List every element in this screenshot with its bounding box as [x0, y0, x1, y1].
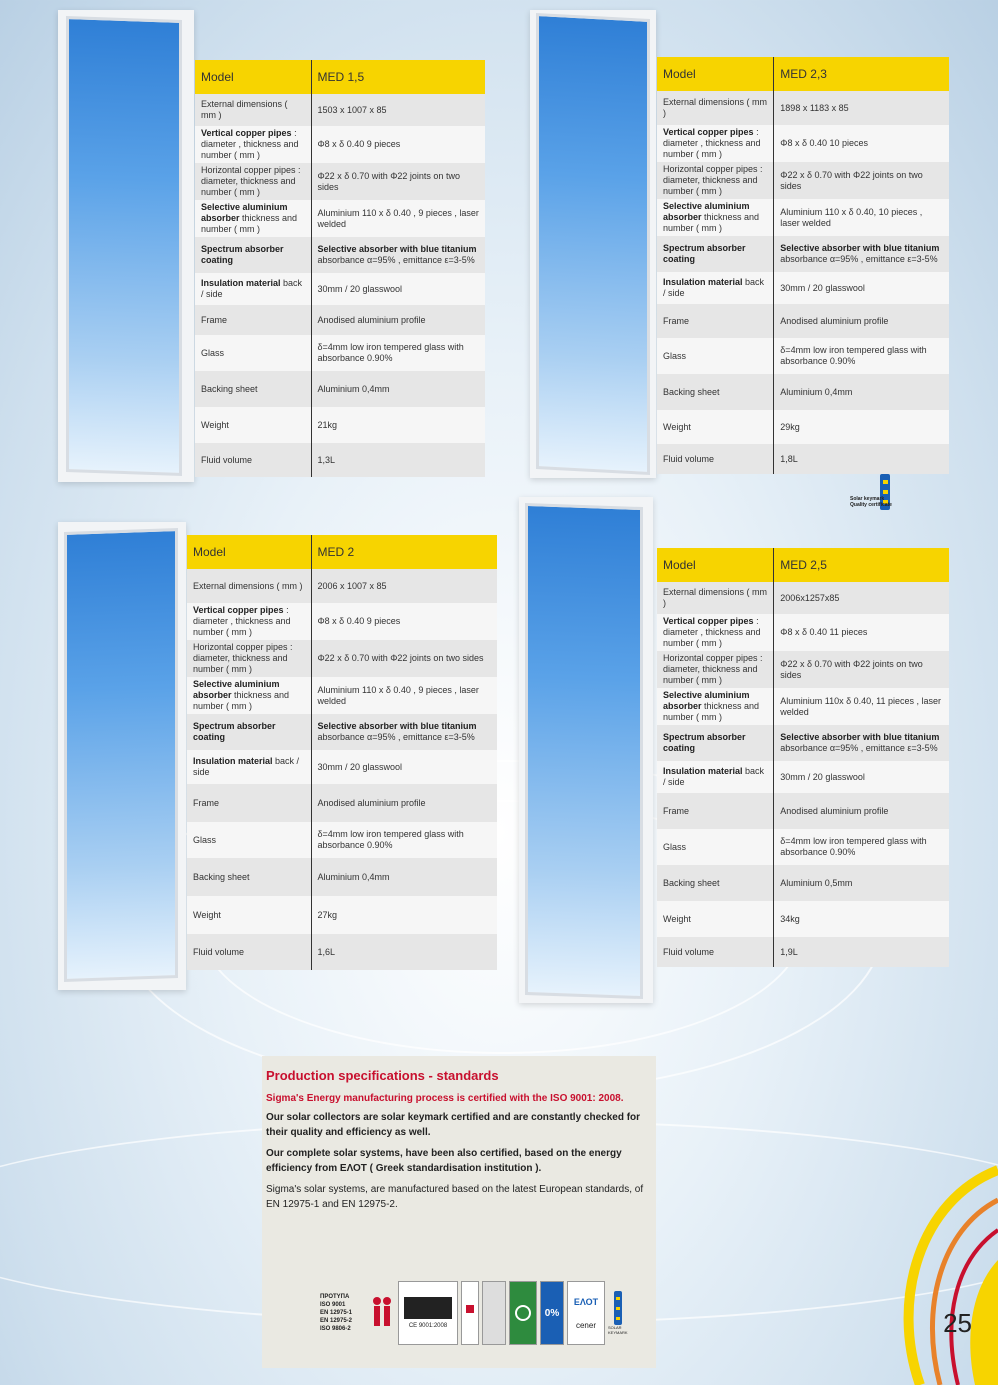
spec-value-bold: Selective absorber with blue titanium: [317, 721, 477, 731]
spec-table-med-2-3: [657, 57, 949, 474]
spec-label-bold: Spectrum absorber coating: [663, 243, 746, 264]
model-name: MED 1,5: [311, 60, 485, 94]
spec-label-bold: Insulation material: [201, 278, 281, 288]
spec-row: [187, 822, 497, 858]
spec-value-text: absorbance α=95% , emittance ε=3-5%: [780, 254, 938, 264]
spec-value-text: 29kg: [780, 421, 800, 432]
spec-label-bold: Vertical copper pipes: [193, 605, 284, 615]
spec-value-text: Aluminium 110 x δ 0.40, 10 pieces , laser welded: [780, 206, 923, 228]
spec-row: [195, 273, 485, 305]
spec-label-text: Frame: [193, 797, 220, 808]
spec-label-bold: Insulation material: [663, 277, 743, 287]
spec-value-text: 21kg: [317, 419, 338, 430]
spec-value: [774, 236, 949, 272]
spec-value-text: 2006x1257x85: [780, 592, 840, 603]
spec-label-text: Weight: [663, 913, 691, 924]
spec-label: [657, 125, 774, 162]
spec-label: [657, 582, 774, 614]
keymark-line2: Quality certificate: [850, 502, 892, 508]
spec-value: [774, 725, 949, 761]
spec-row: [187, 934, 497, 970]
spec-value-text: 27kg: [317, 909, 338, 920]
spec-label: [657, 91, 774, 125]
spec-value: [774, 651, 949, 688]
spec-label-text: Glass: [663, 350, 687, 361]
spec-value-text: Φ22 x δ 0.70 with Φ22 joints on two sides: [317, 653, 484, 663]
spec-value: [774, 338, 949, 374]
spec-row: [195, 94, 485, 126]
spec-value-text: 34kg: [780, 913, 800, 924]
spec-label: [187, 750, 311, 784]
spec-label-text: Glass: [201, 347, 225, 358]
spec-value-text: Aluminium 0,4mm: [780, 386, 853, 397]
spec-value: [774, 829, 949, 865]
spec-label-text: Fluid volume: [193, 946, 245, 957]
spec-label-bold: Insulation material: [193, 756, 273, 766]
collector-photo-med-1-5: [58, 10, 194, 482]
spec-label-text: : diameter , thickness and number ( mm ): [193, 605, 291, 637]
spec-row: [657, 374, 949, 410]
model-label: Model: [657, 57, 774, 91]
spec-row: [657, 444, 949, 474]
decorative-arcs: [880, 1160, 998, 1385]
spec-label: [657, 793, 774, 829]
spec-value: [311, 305, 485, 335]
spec-table-med-2-5: [657, 548, 949, 967]
model-name: MED 2,3: [774, 57, 949, 91]
spec-label-bold: Selective aluminium absorber: [201, 202, 288, 223]
standards-line: ΠΡΟΤΥΠΑ: [320, 1294, 350, 1300]
spec-value: [774, 614, 949, 651]
spec-label-text: Fluid volume: [663, 946, 715, 957]
spec-row: [657, 865, 949, 901]
spec-value-text: 1898 x 1183 x 85: [780, 102, 849, 113]
spec-value: [311, 407, 485, 443]
model-name: MED 2: [311, 535, 497, 569]
spec-value-text: δ=4mm low iron tempered glass with absorbance 0.90%: [317, 829, 464, 850]
spec-label-text: External dimensions ( mm ): [663, 587, 768, 608]
spec-row: [195, 443, 485, 477]
spec-label-text: Horizontal copper pipes : diameter, thickness and number ( mm ): [663, 164, 763, 196]
spec-value: [774, 125, 949, 162]
spec-label-text: thickness and number ( mm ): [663, 212, 760, 233]
spec-label: [657, 162, 774, 199]
model-label: Model: [187, 535, 311, 569]
spec-value: [311, 714, 497, 750]
spec-row: [657, 199, 949, 236]
standards-list-logo: [318, 1280, 366, 1346]
spec-label-text: Backing sheet: [663, 386, 720, 397]
people-icon: [369, 1282, 395, 1344]
keymark-line1: Solar keymark: [850, 496, 885, 502]
spec-value-text: Anodised aluminium profile: [317, 314, 426, 325]
spec-label-text: : diameter , thickness and number ( mm ): [663, 616, 761, 648]
spec-value-text: absorbance α=95% , emittance ε=3-5%: [780, 743, 938, 753]
spec-row: [657, 901, 949, 937]
spec-label: [195, 200, 311, 237]
spec-row: [195, 126, 485, 163]
spec-label: [187, 640, 311, 677]
spec-row: [187, 896, 497, 934]
keymark-icon: [613, 1291, 623, 1325]
spec-label: [195, 273, 311, 305]
spec-value: [311, 934, 497, 970]
spec-value-text: Aluminium 0,5mm: [780, 877, 853, 888]
spec-label-bold: Selective aluminium absorber: [663, 690, 750, 711]
spec-label-text: thickness and number ( mm ): [663, 701, 760, 722]
spec-value: [774, 162, 949, 199]
spec-value: [311, 94, 485, 126]
spec-value-text: Aluminium 110x δ 0.40, 11 pieces , laser welded: [780, 695, 942, 717]
spec-label-text: External dimensions ( mm ): [193, 580, 303, 591]
spec-value-text: Φ22 x δ 0.70 with Φ22 joints on two sides: [780, 658, 923, 680]
spec-row: [657, 125, 949, 162]
spec-value: [311, 126, 485, 163]
spec-value: [311, 335, 485, 371]
spec-label-text: : diameter , thickness and number ( mm ): [663, 127, 761, 159]
spec-row: [187, 750, 497, 784]
spec-value-bold: Selective absorber with blue titanium: [780, 243, 940, 253]
elot-paragraph: Our complete solar systems, have been also certified, based on the energy efficiency from ΕΛΟΤ ( Greek standardisation institution ).: [266, 1148, 622, 1174]
spec-label: [657, 937, 774, 967]
spec-value: [311, 677, 497, 714]
spec-value: [774, 937, 949, 967]
elot-label: ΕΛΟΤ: [573, 1296, 599, 1307]
solar-panel-image: [525, 503, 643, 999]
spec-value-bold: Selective absorber with blue titanium: [780, 732, 940, 742]
spec-label: [657, 444, 774, 474]
spec-label-text: Horizontal copper pipes : diameter, thickness and number ( mm ): [193, 642, 293, 674]
spec-value-text: Φ8 x δ 0.40 11 pieces: [780, 627, 868, 637]
spec-value-text: 1,3L: [317, 454, 336, 465]
spec-value: [774, 304, 949, 338]
collector-photo-med-2-3: [530, 10, 656, 478]
spec-label: [195, 335, 311, 371]
spec-label-text: back / side: [201, 278, 303, 299]
standards-line: ISO 9806-2: [320, 1326, 351, 1332]
spec-label: [657, 761, 774, 793]
spec-label: [657, 338, 774, 374]
spec-value: [774, 901, 949, 937]
spec-label: [187, 822, 311, 858]
spec-label: [187, 934, 311, 970]
spec-label-text: back / side: [663, 277, 765, 298]
iso-certification-line: Sigma's Energy manufacturing process is certified with the ISO 9001: 2008.: [266, 1093, 624, 1104]
spec-row: [657, 410, 949, 444]
spec-label: [187, 714, 311, 750]
figure-logo: [482, 1281, 506, 1345]
spec-row: [657, 761, 949, 793]
spec-value-text: δ=4mm low iron tempered glass with absorbance 0.90%: [780, 836, 927, 857]
spec-label: [657, 865, 774, 901]
spec-value: [774, 793, 949, 829]
solar-panel-image: [64, 528, 178, 982]
spec-label: [187, 677, 311, 714]
spec-value: [774, 272, 949, 304]
spec-label-text: Weight: [663, 421, 691, 432]
spec-row: [657, 304, 949, 338]
spec-label-text: Backing sheet: [663, 877, 720, 888]
spec-value: [774, 582, 949, 614]
spec-value-text: 30mm / 20 glasswool: [780, 771, 865, 782]
spec-value: [311, 200, 485, 237]
spec-label: [195, 371, 311, 407]
solar-panel-image: [66, 16, 182, 476]
spec-row: [657, 162, 949, 199]
spec-label-text: External dimensions ( mm ): [201, 99, 288, 120]
spec-label: [187, 858, 311, 896]
standards-paragraph: Sigma's solar systems, are manufactured based on the latest European standards, of EN 12975-1 and EN 12975-2.: [266, 1184, 644, 1210]
spec-value: [774, 199, 949, 236]
spec-value-text: Anodised aluminium profile: [780, 315, 889, 326]
spec-row: [195, 407, 485, 443]
solar-keymark-logo: [608, 1282, 628, 1344]
spec-row: [195, 335, 485, 371]
spec-label: [187, 569, 311, 603]
spec-row: [187, 714, 497, 750]
spec-row: [657, 793, 949, 829]
spec-label-text: thickness and number ( mm ): [193, 690, 290, 711]
solar-panel-image: [536, 13, 650, 475]
spec-label-text: Weight: [201, 419, 229, 430]
spec-label-text: back / side: [193, 756, 300, 777]
spec-value-text: Φ8 x δ 0.40 9 pieces: [317, 616, 401, 626]
production-title: Production specifications - standards: [266, 1068, 499, 1083]
spec-row: [657, 338, 949, 374]
spec-label: [195, 407, 311, 443]
spec-value-text: absorbance α=95% , emittance ε=3-5%: [317, 255, 475, 265]
production-specifications-box: [262, 1056, 656, 1368]
spec-row: [657, 688, 949, 725]
spec-value-text: 1,8L: [780, 453, 798, 464]
spec-label: [195, 94, 311, 126]
spec-value: [311, 640, 497, 677]
spec-label-text: Horizontal copper pipes : diameter, thickness and number ( mm ): [201, 165, 301, 197]
spec-value: [311, 750, 497, 784]
spec-value-text: Φ8 x δ 0.40 10 pieces: [780, 138, 869, 148]
spec-row: [657, 236, 949, 272]
spec-label-text: Glass: [193, 834, 217, 845]
spec-row: [187, 603, 497, 640]
page-number: 25: [943, 1308, 972, 1338]
spec-row: [195, 371, 485, 407]
spec-row: [187, 640, 497, 677]
keymark-logo-label: SOLAR KEYMARK: [608, 1325, 628, 1335]
spec-value: [774, 761, 949, 793]
spec-label: [657, 374, 774, 410]
spec-row: [657, 937, 949, 967]
spec-value-text: Anodised aluminium profile: [780, 805, 889, 816]
spec-label-text: Frame: [201, 314, 228, 325]
mark-logo: [461, 1281, 479, 1345]
spec-label-text: Fluid volume: [663, 453, 715, 464]
spec-row: [187, 569, 497, 603]
spec-label-bold: Insulation material: [663, 766, 743, 776]
spec-value-text: Anodised aluminium profile: [317, 797, 426, 808]
model-label: Model: [195, 60, 311, 94]
spec-label-bold: Selective aluminium absorber: [663, 201, 750, 222]
spec-value: [311, 371, 485, 407]
spec-label: [657, 272, 774, 304]
spec-value: [774, 865, 949, 901]
spec-label-text: Frame: [663, 805, 690, 816]
spec-value-text: δ=4mm low iron tempered glass with absorbance 0.90%: [780, 345, 927, 366]
spec-label: [657, 688, 774, 725]
spec-table-med-2: [187, 535, 497, 970]
cener-label: cener: [575, 1320, 596, 1330]
spec-value-text: 2006 x 1007 x 85: [317, 580, 387, 591]
spec-label-text: External dimensions ( mm ): [663, 97, 768, 118]
spec-label-text: thickness and number ( mm ): [201, 213, 298, 234]
spec-row: [657, 725, 949, 761]
spec-value: [774, 410, 949, 444]
recycle-icon: [509, 1281, 537, 1345]
spec-value-text: Aluminium 0,4mm: [317, 383, 390, 394]
spec-label-text: Fluid volume: [201, 454, 253, 465]
spec-value-text: 30mm / 20 glasswool: [317, 761, 403, 772]
spec-row: [657, 272, 949, 304]
spec-row: [195, 163, 485, 200]
spec-label: [657, 410, 774, 444]
spec-label: [187, 603, 311, 640]
spec-value-bold: Selective absorber with blue titanium: [317, 244, 477, 254]
certification-logos: [318, 1280, 628, 1346]
spec-table-med-1-5: [195, 60, 485, 477]
standards-line: EN 12975-2: [320, 1318, 353, 1324]
spec-label-text: back / side: [663, 766, 765, 787]
spec-value-text: 1,9L: [780, 946, 798, 957]
spec-value-text: Aluminium 110 x δ 0.40 , 9 pieces , laser welded: [317, 207, 479, 229]
spec-label: [657, 651, 774, 688]
spec-value: [774, 91, 949, 125]
spec-label: [657, 304, 774, 338]
spec-value-text: Φ22 x δ 0.70 with Φ22 joints on two sides: [780, 169, 923, 191]
spec-label-bold: Vertical copper pipes: [663, 127, 754, 137]
spec-value: [311, 237, 485, 273]
standards-line: ISO 9001: [320, 1302, 346, 1308]
spec-value: [311, 784, 497, 822]
elot-logo: [567, 1281, 605, 1345]
spec-value: [311, 443, 485, 477]
spec-value: [311, 896, 497, 934]
spec-label-text: Backing sheet: [193, 871, 250, 882]
spec-row: [195, 237, 485, 273]
spec-label-bold: Spectrum absorber coating: [193, 721, 276, 742]
spec-label: [187, 784, 311, 822]
spec-label: [187, 896, 311, 934]
spec-value-text: 30mm / 20 glasswool: [317, 283, 403, 294]
spec-row: [657, 582, 949, 614]
spec-value: [311, 163, 485, 200]
spec-row: [187, 858, 497, 896]
spec-value: [774, 374, 949, 410]
spec-value-text: absorbance α=95% , emittance ε=3-5%: [317, 732, 475, 742]
spec-label-bold: Spectrum absorber coating: [663, 732, 746, 753]
spec-label-text: : diameter , thickness and number ( mm ): [201, 128, 299, 160]
spec-value: [311, 603, 497, 640]
spec-label: [657, 725, 774, 761]
spec-value-text: 1,6L: [317, 946, 336, 957]
spec-label-text: Glass: [663, 841, 687, 852]
spec-label-text: Backing sheet: [201, 383, 258, 394]
standards-line: EN 12975-1: [320, 1310, 353, 1316]
spec-value-text: Φ8 x δ 0.40 9 pieces: [317, 139, 401, 149]
spec-label: [657, 199, 774, 236]
spec-label-bold: Vertical copper pipes: [663, 616, 754, 626]
percent-logo: 0%: [540, 1281, 564, 1345]
spec-row: [187, 677, 497, 714]
spec-label-bold: Selective aluminium absorber: [193, 679, 280, 700]
spec-value-text: 30mm / 20 glasswool: [780, 282, 865, 293]
spec-value: [311, 569, 497, 603]
spec-label: [657, 901, 774, 937]
solar-keymark-badge: [850, 470, 896, 530]
spec-label: [195, 443, 311, 477]
spec-label: [657, 614, 774, 651]
spec-label: [657, 236, 774, 272]
spec-row: [195, 305, 485, 335]
spec-label-bold: Spectrum absorber coating: [201, 244, 284, 265]
spec-label-text: Horizontal copper pipes : diameter, thickness and number ( mm ): [663, 653, 763, 685]
spec-value: [311, 273, 485, 305]
spec-label-bold: Vertical copper pipes: [201, 128, 292, 138]
spec-label: [195, 126, 311, 163]
spec-value-text: Aluminium 0,4mm: [317, 871, 390, 882]
spec-label: [195, 305, 311, 335]
ce-label: CE 9001:2008: [408, 1323, 448, 1329]
spec-value-text: Aluminium 110 x δ 0.40 , 9 pieces , laser welded: [317, 684, 479, 706]
spec-row: [195, 200, 485, 237]
spec-row: [657, 614, 949, 651]
spec-label-text: Frame: [663, 315, 690, 326]
spec-row: [657, 91, 949, 125]
model-label: Model: [657, 548, 774, 582]
spec-row: [187, 784, 497, 822]
spec-label: [195, 163, 311, 200]
spec-label: [195, 237, 311, 273]
spec-label: [657, 829, 774, 865]
spec-value-text: 1503 x 1007 x 85: [317, 104, 387, 115]
spec-label-text: Weight: [193, 909, 221, 920]
spec-row: [657, 651, 949, 688]
spec-value: [311, 858, 497, 896]
spec-value: [774, 688, 949, 725]
spec-value: [311, 822, 497, 858]
model-name: MED 2,5: [774, 548, 949, 582]
spec-row: [657, 829, 949, 865]
spec-value-text: δ=4mm low iron tempered glass with absorbance 0.90%: [317, 342, 464, 363]
collector-photo-med-2: [58, 522, 186, 990]
keymark-paragraph: Our solar collectors are solar keymark certified and are constantly checked for their quality and efficiency as well.: [266, 1112, 641, 1138]
spec-value-text: Φ22 x δ 0.70 with Φ22 joints on two sides: [317, 170, 460, 192]
collector-photo-med-2-5: [519, 497, 653, 1003]
ce-certificate-logo: [398, 1281, 458, 1345]
